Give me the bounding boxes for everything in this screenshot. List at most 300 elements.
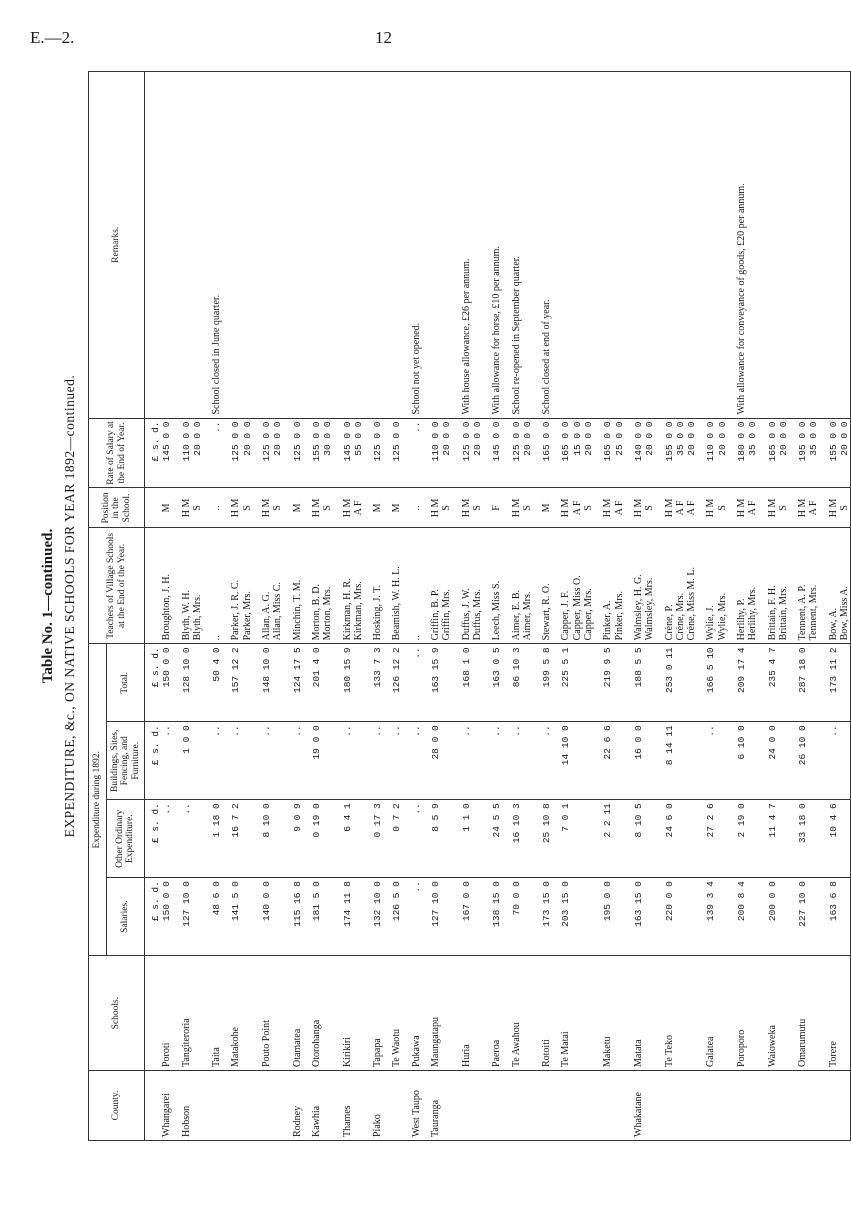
position-cell: S (778, 488, 789, 528)
teacher-cell: Broughton, J. H. (161, 528, 172, 644)
gap-cell (789, 1071, 797, 1141)
buildings-cell: .. (391, 722, 402, 800)
teacher-cell: Beamish, W. H. L. (391, 528, 402, 644)
table-row (767, 72, 778, 1141)
table-row (747, 72, 758, 1141)
teacher-cell: Morton, Mrs. (322, 528, 333, 644)
row-gap (403, 72, 411, 1141)
table-row (664, 72, 675, 1141)
other-expenditure-cell: .. (181, 800, 192, 878)
rate-cell: 20 0 0 (778, 418, 789, 488)
gap-cell (303, 956, 311, 1071)
gap-cell (203, 72, 211, 419)
gap-cell (759, 488, 767, 528)
gap-cell (483, 956, 491, 1071)
county-cell: Hobson (181, 1071, 192, 1141)
gap-cell (552, 528, 560, 644)
remarks-cell (705, 72, 716, 419)
remarks-cell: With house allowance, £26 per annum. (461, 72, 472, 419)
county-cell (686, 1071, 697, 1141)
gap-cell (203, 528, 211, 644)
table-row (230, 72, 241, 1141)
other-expenditure-cell (242, 800, 253, 878)
teacher-cell: Wylie, Mrs. (717, 528, 728, 644)
remarks-cell (322, 72, 333, 419)
total-cell: 163 15 9 (430, 644, 441, 722)
rate-cell: 35 0 0 (675, 418, 686, 488)
salaries-cell: 174 11 8 (342, 878, 353, 956)
buildings-cell (778, 722, 789, 800)
salaries-cell: 48 6 0 (211, 878, 222, 956)
county-cell (192, 1071, 203, 1141)
expenditure-table (88, 71, 851, 1141)
salaries-cell (322, 878, 333, 956)
total-cell (614, 644, 625, 722)
gap-cell (594, 878, 602, 956)
total-cell: 225 5 1 (560, 644, 571, 722)
gap-cell (403, 418, 411, 488)
other-expenditure-cell: 25 10 8 (541, 800, 552, 878)
table-row (778, 72, 789, 1141)
gap-cell (303, 72, 311, 419)
units-rate: £ s. d. (145, 418, 162, 488)
school-cell: Maketu (602, 956, 613, 1071)
remarks-cell: School closed in June quarter. (211, 72, 222, 419)
school-cell (192, 956, 203, 1071)
table-row (705, 72, 716, 1141)
gap-cell (533, 878, 541, 956)
remarks-cell (839, 72, 851, 419)
total-cell: 188 5 5 (633, 644, 644, 722)
gap-cell (222, 956, 230, 1071)
gap-cell (625, 800, 633, 878)
salaries-cell (472, 878, 483, 956)
salaries-cell (686, 878, 697, 956)
salaries-cell (717, 878, 728, 956)
remarks-cell (242, 72, 253, 419)
total-cell (675, 644, 686, 722)
gap-cell (594, 488, 602, 528)
other-expenditure-cell: 11 4 7 (767, 800, 778, 878)
gap-cell (820, 418, 828, 488)
page-number: 12 (375, 28, 392, 47)
remarks-cell: School not yet opened. (411, 72, 422, 419)
remarks-cell: With allowance for conveyance of goods, £20 per annum. (736, 72, 747, 419)
units-other: £ s. d. (145, 800, 162, 878)
position-cell: A F (675, 488, 686, 528)
gap-cell (303, 418, 311, 488)
row-gap (533, 72, 541, 1141)
total-cell: 209 17 4 (736, 644, 747, 722)
teacher-cell: Crène, Miss M. L. (686, 528, 697, 644)
gap-cell (503, 488, 511, 528)
units-salaries: £ s. d. (145, 878, 162, 956)
buildings-cell: .. (161, 722, 172, 800)
total-cell: 148 10 0 (261, 644, 272, 722)
gap-cell (383, 800, 391, 878)
other-expenditure-cell (583, 800, 594, 878)
gap-cell (656, 488, 664, 528)
rate-cell: 20 0 0 (583, 418, 594, 488)
col-remarks: Remarks. (89, 72, 145, 419)
gap-cell (625, 878, 633, 956)
gap-cell (789, 644, 797, 722)
other-expenditure-cell: 2 19 0 (736, 800, 747, 878)
gap-cell (820, 72, 828, 419)
position-cell: M (292, 488, 303, 528)
remarks-cell (828, 72, 839, 419)
gap-cell (625, 418, 633, 488)
total-cell: 50 4 0 (211, 644, 222, 722)
buildings-cell: 8 14 11 (664, 722, 675, 800)
rate-cell: 165 0 0 (541, 418, 552, 488)
row-gap (552, 72, 560, 1141)
total-cell (808, 644, 819, 722)
school-cell: Waioweka (767, 956, 778, 1071)
other-expenditure-cell: 6 4 1 (342, 800, 353, 878)
row-gap (334, 72, 342, 1141)
gap-cell (697, 644, 705, 722)
salaries-cell (522, 878, 533, 956)
gap-cell (594, 418, 602, 488)
position-cell: A F (353, 488, 364, 528)
gap-cell (334, 488, 342, 528)
gap-cell (759, 644, 767, 722)
rate-cell: 15 0 0 (572, 418, 583, 488)
gap-cell (364, 800, 372, 878)
col-other-expenditure: Other Ordinary Expenditure. (106, 800, 145, 878)
col-expenditure-group: Expenditure during 1892. (89, 644, 107, 956)
gap-cell (303, 1071, 311, 1141)
total-cell: 199 5 8 (541, 644, 552, 722)
salaries-cell: 127 10 0 (430, 878, 441, 956)
gap-cell (173, 418, 181, 488)
gap-cell (173, 800, 181, 878)
total-cell (644, 644, 655, 722)
rate-cell: 30 0 0 (322, 418, 333, 488)
gap-cell (594, 956, 602, 1071)
position-cell: S (322, 488, 333, 528)
teacher-cell: Capper, Mrs. (583, 528, 594, 644)
gap-cell (453, 528, 461, 644)
gap-cell (759, 956, 767, 1071)
position-cell: H M (828, 488, 839, 528)
position-cell: S (472, 488, 483, 528)
school-cell: Taita (211, 956, 222, 1071)
remarks-cell (353, 72, 364, 419)
other-expenditure-cell: 16 7 2 (230, 800, 241, 878)
gap-cell (383, 528, 391, 644)
gap-cell (503, 644, 511, 722)
county-cell: Whakatane (633, 1071, 644, 1141)
position-cell: A F (572, 488, 583, 528)
salaries-cell: 163 15 0 (633, 878, 644, 956)
total-cell (839, 644, 851, 722)
table-header (89, 72, 145, 1141)
gap-cell (656, 956, 664, 1071)
gap-cell (173, 644, 181, 722)
position-cell: S (242, 488, 253, 528)
row-gap (503, 72, 511, 1141)
rate-cell: 125 0 0 (372, 418, 383, 488)
gap-cell (403, 956, 411, 1071)
school-cell (614, 956, 625, 1071)
rate-cell: 125 0 0 (511, 418, 522, 488)
other-expenditure-cell (839, 800, 851, 878)
rate-cell: .. (211, 418, 222, 488)
rate-cell: 20 0 0 (441, 418, 452, 488)
salaries-cell (808, 878, 819, 956)
table-row (242, 72, 253, 1141)
gap-cell (483, 1071, 491, 1141)
other-expenditure-cell: 27 2 6 (705, 800, 716, 878)
buildings-cell: .. (342, 722, 353, 800)
row-gap (789, 72, 797, 1141)
total-cell (717, 644, 728, 722)
salaries-cell (272, 878, 283, 956)
buildings-cell: .. (705, 722, 716, 800)
gap-cell (253, 800, 261, 878)
county-cell (261, 1071, 272, 1141)
gap-cell (334, 418, 342, 488)
county-cell (511, 1071, 522, 1141)
table-row (372, 72, 383, 1141)
county-cell (644, 1071, 655, 1141)
teacher-cell: Capper, Miss O. (572, 528, 583, 644)
remarks-cell (644, 72, 655, 419)
table-row (430, 72, 441, 1141)
position-cell: M (391, 488, 402, 528)
school-cell (572, 956, 583, 1071)
gap-cell (697, 722, 705, 800)
row-gap (656, 72, 664, 1141)
buildings-cell: 6 10 0 (736, 722, 747, 800)
county-cell (717, 1071, 728, 1141)
teacher-cell: Allan, A. G. (261, 528, 272, 644)
gap-cell (483, 800, 491, 878)
gap-cell (552, 956, 560, 1071)
table-row (353, 72, 364, 1141)
school-cell (322, 956, 333, 1071)
gap-cell (284, 878, 292, 956)
gap-cell (503, 418, 511, 488)
buildings-cell: 19 0 0 (311, 722, 322, 800)
county-cell (472, 1071, 483, 1141)
rate-cell: .. (411, 418, 422, 488)
rate-cell: 155 0 0 (664, 418, 675, 488)
gap-cell (820, 1071, 828, 1141)
total-cell: 133 7 3 (372, 644, 383, 722)
other-expenditure-cell (747, 800, 758, 878)
school-cell: Tapapa (372, 956, 383, 1071)
school-cell (583, 956, 594, 1071)
county-cell (602, 1071, 613, 1141)
gap-cell (728, 644, 736, 722)
position-cell: H M (430, 488, 441, 528)
units-row (145, 72, 162, 1141)
gap-cell (403, 800, 411, 878)
remarks-cell: School re-opened in September quarter. (511, 72, 522, 419)
gap-cell (594, 644, 602, 722)
teacher-cell: Tennent, A. P. (797, 528, 808, 644)
gap-cell (422, 956, 430, 1071)
col-schools: Schools. (89, 956, 145, 1071)
rate-cell: 20 0 0 (522, 418, 533, 488)
gap-cell (789, 956, 797, 1071)
teacher-cell: Walmsley, H. G. (633, 528, 644, 644)
county-cell (747, 1071, 758, 1141)
county-cell (461, 1071, 472, 1141)
gap-cell (253, 722, 261, 800)
position-cell: .. (211, 488, 222, 528)
school-cell: Kirikiri (342, 956, 353, 1071)
county-cell (583, 1071, 594, 1141)
school-cell: Pouto Point (261, 956, 272, 1071)
gap-cell (364, 722, 372, 800)
rate-cell: 20 0 0 (717, 418, 728, 488)
remarks-cell (808, 72, 819, 419)
school-cell: Poroporo (736, 956, 747, 1071)
gap-cell (594, 528, 602, 644)
gap-cell (759, 1071, 767, 1141)
teacher-cell: Crène, P. (664, 528, 675, 644)
gap-cell (284, 800, 292, 878)
col-total: Total. (106, 644, 145, 722)
remarks-cell (430, 72, 441, 419)
gap-cell (483, 878, 491, 956)
other-expenditure-cell (192, 800, 203, 878)
county-cell (736, 1071, 747, 1141)
school-cell (717, 956, 728, 1071)
county-cell: Whangarei (161, 1071, 172, 1141)
gap-cell (203, 956, 211, 1071)
gap-cell (253, 878, 261, 956)
gap-cell (656, 1071, 664, 1141)
school-cell: Omarumutu (797, 956, 808, 1071)
other-expenditure-cell (272, 800, 283, 878)
teacher-cell: Aimer, Mrs. (522, 528, 533, 644)
gap-cell (422, 800, 430, 878)
gap-cell (453, 418, 461, 488)
gap-cell (728, 878, 736, 956)
buildings-cell: .. (372, 722, 383, 800)
buildings-cell (522, 722, 533, 800)
other-expenditure-cell: 16 10 3 (511, 800, 522, 878)
teacher-cell: Bow, Miss A. (839, 528, 851, 644)
teacher-cell: Blyth, Mrs. (192, 528, 203, 644)
gap-cell (728, 488, 736, 528)
rate-cell: 155 0 0 (828, 418, 839, 488)
gap-cell (253, 528, 261, 644)
teacher-cell: Blyth, W. H. (181, 528, 192, 644)
total-cell: 219 9 5 (602, 644, 613, 722)
teacher-cell: Duffus, Mrs. (472, 528, 483, 644)
gap-cell (625, 722, 633, 800)
salaries-cell: 163 6 8 (828, 878, 839, 956)
position-cell: A F (808, 488, 819, 528)
col-position: Position in the School. (89, 488, 145, 528)
other-expenditure-cell: 0 17 3 (372, 800, 383, 878)
row-gap (303, 72, 311, 1141)
remarks-cell (602, 72, 613, 419)
buildings-cell (747, 722, 758, 800)
remarks-cell (342, 72, 353, 419)
row-gap (173, 72, 181, 1141)
rate-cell: 145 0 0 (342, 418, 353, 488)
table-row (161, 72, 172, 1141)
total-cell (472, 644, 483, 722)
remarks-cell (633, 72, 644, 419)
gap-cell (403, 528, 411, 644)
gap-cell (533, 800, 541, 878)
table-row (686, 72, 697, 1141)
table-row (411, 72, 422, 1141)
salaries-cell (644, 878, 655, 956)
gap-cell (173, 956, 181, 1071)
rotated-table-sheet (40, 71, 851, 1141)
remarks-cell (778, 72, 789, 419)
gap-cell (173, 1071, 181, 1141)
salaries-cell (572, 878, 583, 956)
position-cell: H M (736, 488, 747, 528)
total-cell: 180 15 9 (342, 644, 353, 722)
gap-cell (203, 800, 211, 878)
gap-cell (552, 722, 560, 800)
gap-cell (820, 528, 828, 644)
other-expenditure-cell: .. (161, 800, 172, 878)
buildings-cell (272, 722, 283, 800)
position-cell: S (522, 488, 533, 528)
total-cell (242, 644, 253, 722)
gap-cell (222, 418, 230, 488)
gap-cell (656, 878, 664, 956)
remarks-cell: With allowance for horse, £10 per annum. (491, 72, 502, 419)
salaries-cell: 167 0 0 (461, 878, 472, 956)
other-expenditure-cell (717, 800, 728, 878)
table-row (522, 72, 533, 1141)
gap-cell (789, 418, 797, 488)
county-cell (541, 1071, 552, 1141)
rate-cell: 20 0 0 (242, 418, 253, 488)
remarks-cell (583, 72, 594, 419)
school-cell: Maungatapu (430, 956, 441, 1071)
other-expenditure-cell: 2 2 11 (602, 800, 613, 878)
buildings-cell (242, 722, 253, 800)
remarks-cell (292, 72, 303, 419)
position-cell: H M (311, 488, 322, 528)
gap-cell (789, 72, 797, 419)
buildings-cell: 1 0 0 (181, 722, 192, 800)
salaries-cell: 203 15 0 (560, 878, 571, 956)
position-cell: H M (767, 488, 778, 528)
county-cell (705, 1071, 716, 1141)
other-expenditure-cell: 24 6 0 (664, 800, 675, 878)
county-cell (211, 1071, 222, 1141)
gap-cell (422, 72, 430, 419)
rate-cell: 145 0 0 (491, 418, 502, 488)
gap-cell (789, 800, 797, 878)
county-cell (491, 1071, 502, 1141)
gap-cell (533, 488, 541, 528)
gap-cell (625, 1071, 633, 1141)
school-cell (675, 956, 686, 1071)
salaries-cell: 115 16 8 (292, 878, 303, 956)
gap-cell (656, 800, 664, 878)
buildings-cell: .. (541, 722, 552, 800)
position-cell: M (161, 488, 172, 528)
gap-cell (222, 644, 230, 722)
gap-cell (403, 488, 411, 528)
